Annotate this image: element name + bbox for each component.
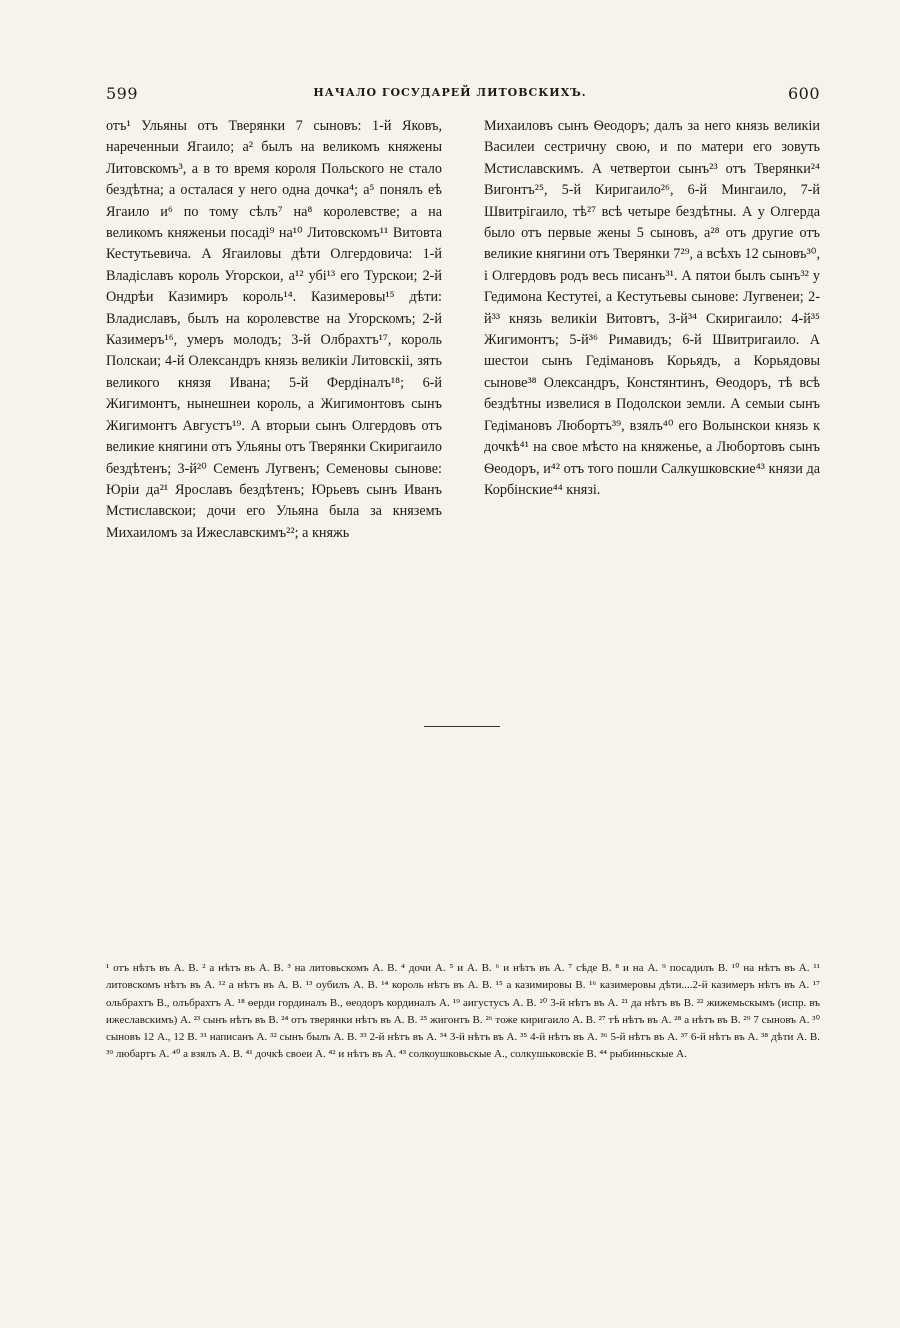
left-column-text: отъ¹ Ульяны отъ Тверянки 7 сыновъ: 1-й Яковъ, нареченныи Ягаило; а² былъ на великомъ княжены Литовскомъ³, а в то время короля Польского не стало бездѣтна; а осталася у него одна дочка⁴; а⁵ понялъ еѣ Ягаило и⁶ по тому сѣлъ⁷ на⁸ королевстве; а на великомъ княженьи посадi⁹ на¹⁰ Литовскомъ¹¹ Витовта Кестутьевича. А Ягаиловы дѣти Олгердовича: 1-й Владiславъ король Угорскои, а¹² убi¹³ его Турскои; 2-й Ондрѣи Казимиръ король¹⁴. Казимеровы¹⁵ дѣти: Владиславъ, былъ на королевстве на Угорскомъ; 2-й Казимеръ¹⁶, умеръ молодъ; 3-й Олбрахтъ¹⁷, король Полскаи; 4-й Олександръ князь великiи Литовскii, зять великого князя Ивана; 5-й Фердiналъ¹⁸; 6-й Жигимонтъ, нынешнеи король, а Жигимонтовъ сынъ Жигимонтъ Августъ¹⁹. А вторыи сынъ Олгердовъ отъ великие княгини отъ Ульяны отъ Тверянки Скиригаило бездѣтенъ; 3-й²⁰ Семенъ Лугвенъ; Семеновы сынове: Юрiи да²¹ Ярославъ бездѣтенъ; Юрьевъ сынъ Иванъ Мстиславскои; дочи его Ульяна была за княземъ Михаиломъ за Ижеславскимъ²²; а княжь	[106, 118, 442, 541]
text-column-left	[106, 116, 442, 544]
footnotes	[106, 960, 820, 1064]
section-divider	[424, 726, 500, 727]
footnotes-text: ¹ отъ нѣтъ въ А. В. ² а нѣтъ въ А. В. ³ на литовьскомъ А. В. ⁴ дочи А. ⁵ и А. В. ⁶ и нѣтъ въ А. ⁷ сѣде В. ⁸ и на А. ⁹ посадилъ В. ¹⁰ на нѣтъ въ А. ¹¹ литовскомъ нѣтъ въ А. ¹² а нѣтъ въ А. В. ¹³ oубилъ А. В. ¹⁴ король нѣтъ въ А. В. ¹⁵ а казимировы В. ¹⁶ казимеровы дѣти....2-й казимеръ нѣтъ въ А. ¹⁷ ольбрахтъ В., олъбрахтъ А. ¹⁸ ѳерди гординалъ В., ѳеодоръ кординалъ А. ¹⁹ аигустусъ А. В. ²⁰ 3-й нѣтъ въ А. ²¹ да нѣтъ въ В. ²² жижемьскымъ (испр. въ ижеславскимъ) А. ²³ сынъ нѣтъ въ В. ²⁴ отъ тверянки нѣтъ въ А. В. ²⁵ жигонтъ В. ²⁶ тоже киригаило А. В. ²⁷ тѣ нѣтъ въ А. ²⁸ а нѣтъ въ В. ²⁹ 7 сыновъ А. ³⁰ сыновъ 12 А., 12 В. ³¹ написанъ А. ³² сынъ былъ А. В. ³³ 2-й нѣтъ въ А. ³⁴ 3-й нѣтъ въ А. ³⁵ 4-й нѣтъ въ А. ³⁶ 5-й нѣтъ въ А. ³⁷ 6-й нѣтъ въ А. ³⁸ дѣти А. В. ³⁹ любартъ А. ⁴⁰ а взялъ А. В. ⁴¹ дочкѣ своеи А. ⁴² и нѣтъ въ А. ⁴³ солкоушковьскые А., солкушьковскiе В. ⁴⁴ рыбинньскые А.	[106, 962, 820, 1061]
page-number-right: 600	[787, 84, 820, 103]
page-number-left: 599	[106, 84, 139, 103]
right-column-text: Михаиловъ сынъ Ѳеодоръ; далъ за него князь великiи Василеи сестричну свою, и по матери его зовуть Мстиславскимъ. А четвертои сынъ²³ отъ Тверянки²⁴ Вигонтъ²⁵, 5-й Киригаило²⁶, 6-й Мингаило, 7-й Швитрiгаило, тѣ²⁷ всѣ четыре бездѣтны. А у Олгерда было отъ первые жены 5 сыновъ, а²⁸ отъ другие отъ великие княгини отъ Тверянки 7²⁹, а всѣхъ 12 сыновъ³⁰, i Олгердовъ родъ весь писанъ³¹. А пятои былъ сынъ³² у Гедимона Кестутеi, а Кестутьевы сынове: Лугвенеи; 2-й³³ князь великiи Витовтъ, 3-й³⁴ Скиригаило: 4-й³⁵ Жигимонтъ; 5-й³⁶ Римавидъ; 6-й Швитригаило. А шестои сынъ Гедiмановъ Корьядъ, а Корьядовы сынове³⁸ Олександръ, Констянтинъ, Ѳеодоръ, тѣ всѣ бездѣтны извелися в Подолскои земли. А семыи сынъ Гедiмановъ Любортъ³⁹, взялъ⁴⁰ его Волынскои князь к дочкѣ⁴¹ на свое мѣсто на княженье, а Любортовъ сынъ Ѳеодоръ, и⁴² отъ того пошли Салкушковские⁴³ князи да Корбiнские⁴⁴ князi.	[484, 118, 820, 498]
running-title: НАЧАЛО ГОСУДАРЕЙ ЛИТОВСКИХЪ.	[313, 86, 587, 99]
text-column-right	[484, 116, 820, 501]
